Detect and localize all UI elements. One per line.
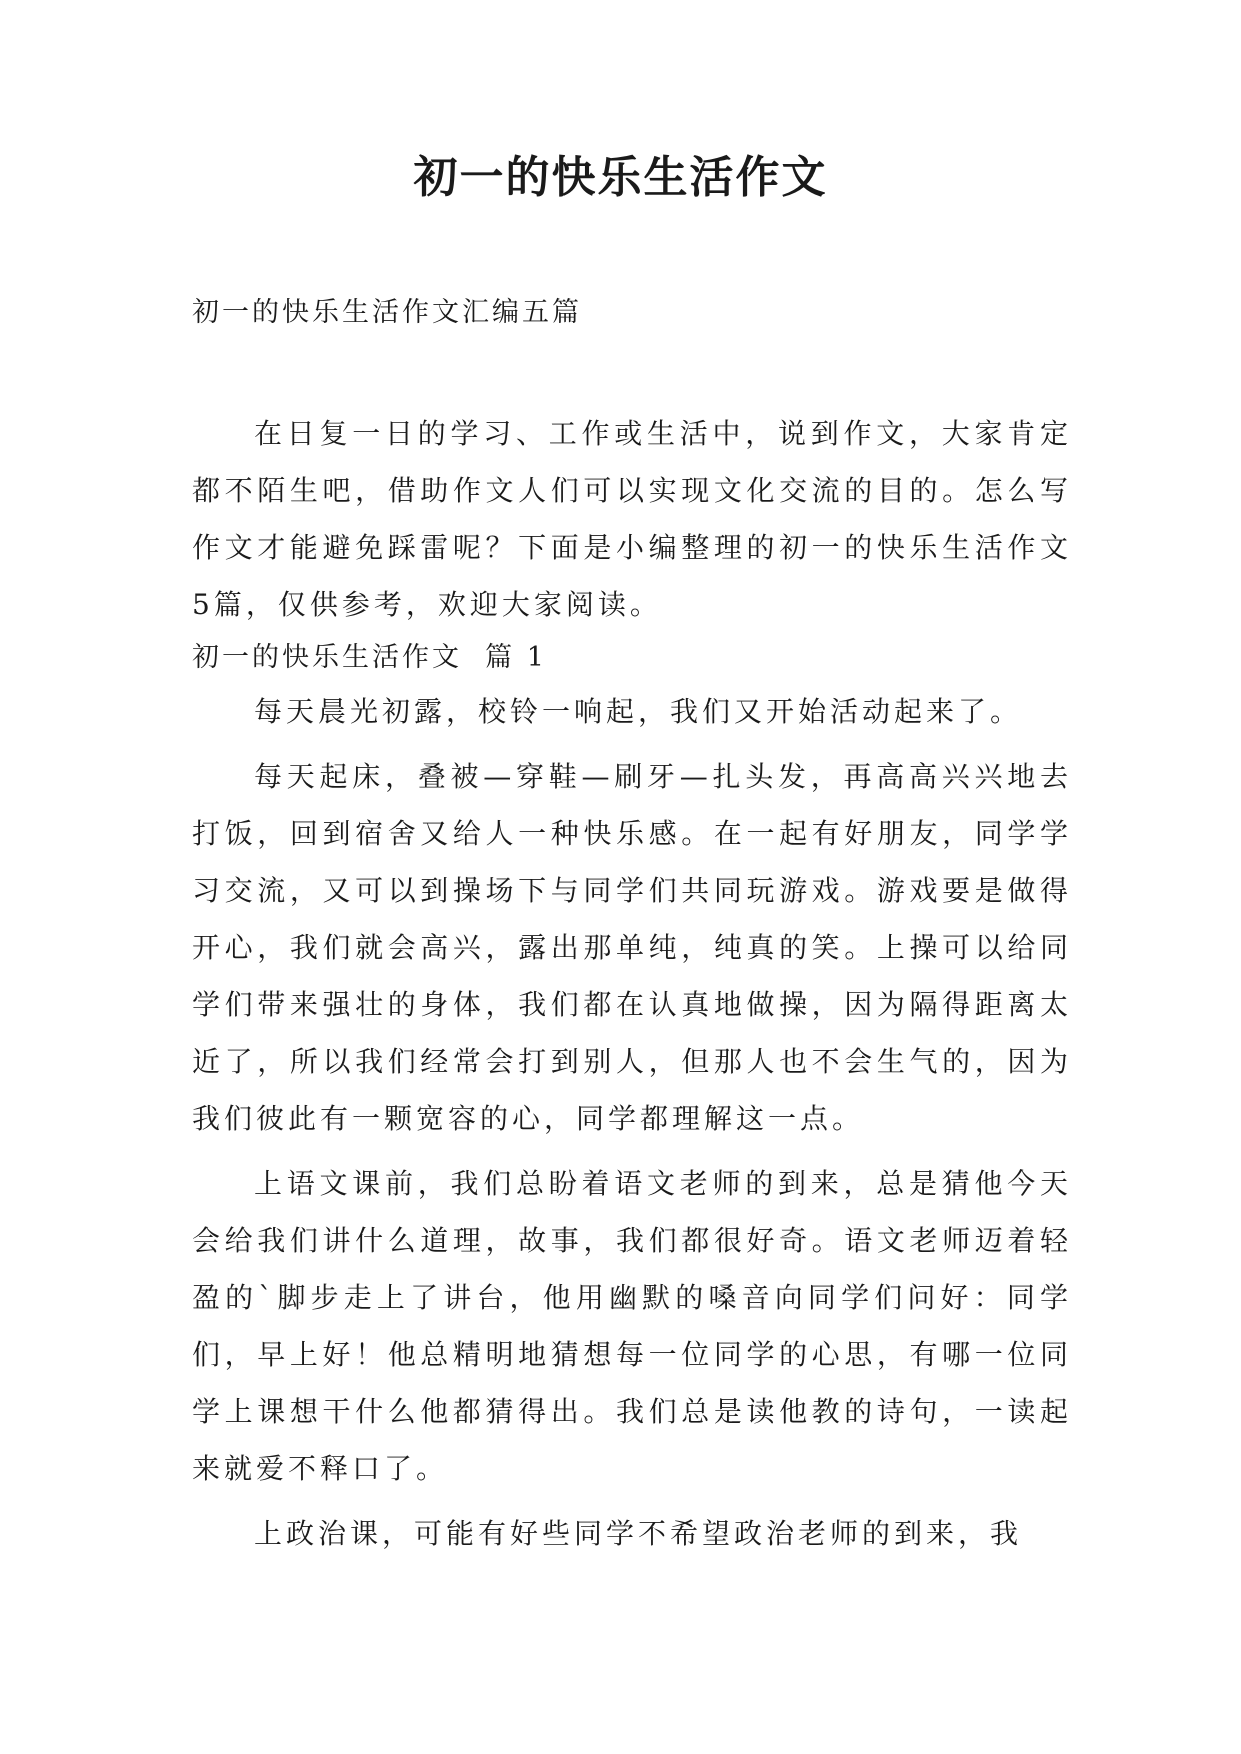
document-body <box>192 405 1072 1570</box>
body-paragraph: 每天起床，叠被—穿鞋—刷牙—扎头发，再高高兴兴地去打饭，回到宿舍又给人一种快乐感。在一起有好朋友，同学学习交流，又可以到操场下与同学们共同玩游戏。游戏要是做得开心，我们就会高兴，露出那单纯，纯真的笑。上操可以给同学们带来强壮的身体，我们都在认真地做操，因为隔得距离太近了，所以我们经常会打到别人，但那人也不会生气的，因为我们彼此有一颗宽容的心，同学都理解这一点。 <box>192 760 1072 1135</box>
document-subtitle: 初一的快乐生活作文汇编五篇 <box>192 297 582 328</box>
body-paragraph: 上政治课，可能有好些同学不希望政治老师的到来，我 <box>254 1517 1023 1550</box>
body-paragraph: 每天晨光初露，校铃一响起，我们又开始活动起来了。 <box>254 695 1023 728</box>
body-paragraph: 上语文课前，我们总盼着语文老师的到来，总是猜他今天会给我们讲什么道理，故事，我们都很好奇。语文老师迈着轻盈的`脚步走上了讲台，他用幽默的嗓音向同学们问好：同学们，早上好！他总精明地猜想每一位同学的心思，有哪一位同学上课想干什么他都猜得出。我们总是读他教的诗句，一读起来就爱不释口了。 <box>192 1167 1072 1485</box>
document-title: 初一的快乐生活作文 <box>413 152 828 203</box>
section-heading: 初一的快乐生活作文 篇 1 <box>192 642 547 673</box>
intro-paragraph: 在日复一日的学习、工作或生活中，说到作文，大家肯定都不陌生吧，借助作文人们可以实现文化交流的目的。怎么写作文才能避免踩雷呢？下面是小编整理的初一的快乐生活作文5篇，仅供参考，欢迎大家阅读。 <box>192 417 1072 621</box>
